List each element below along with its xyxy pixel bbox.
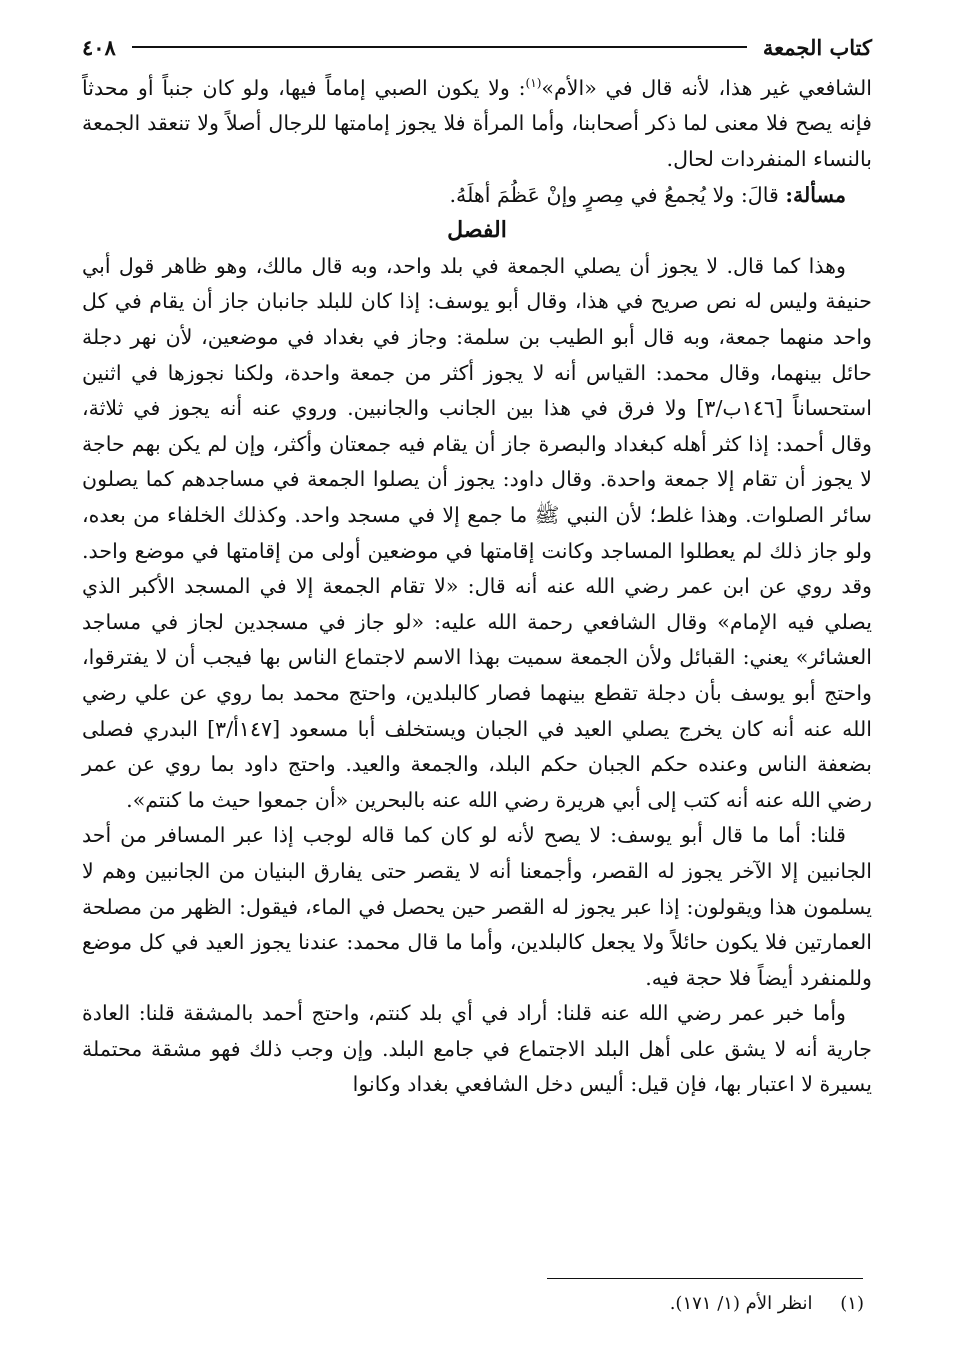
paragraph: وهذا كما قال. لا يجوز أن يصلي الجمعة في بلد واحد، وبه قال مالك، وهو ظاهر قول أبي حنيفة وليس له نص صريح في هذا، وقال أبو يوسف: إذا كان للبلد جانبان جاز أن يقام في كل واحد منهما جمعة، وبه قال أبو الطيب بن سلمة: وجاز في بغداد في موضعين، لأن نهر دجلة حائل بينهما، وقال محمد: القياس أنه لا يجوز أكثر من جمعة واحدة، ولكنا نجوزها في اثنين استحساناً [١٤٦ب/٣] ولا فرق في هذا بين الجانب والجانبين. وروي عنه أنه يجوز في ثلاثة، وقال أحمد: إذا كثر أهله كبغداد والبصرة جاز أن يقام فيه جمعتان وأكثر، وإن لم يكن بهم حاجة لا يجوز أن تقام إلا جمعة واحدة. وقال داود: يجوز أن يصلوا الجمعة في مساجدهم كما يصلون سائر الصلوات. وهذا غلط؛ لأن النبي ﷺ ما جمع إلا في مسجد واحد. وكذلك الخلفاء من بعده، ولو جاز ذلك لم يعطلوا المساجد وكانت إقامتها في موضعين أولى من إقامتها في موضع واحد. وقد روي عن ابن عمر رضي الله عنه أنه قال: «لا تقام الجمعة إلا في المسجد الأكبر الذي يصلي فيه الإمام» وقال الشافعي رحمة الله عليه: «لو جاز في مسجدين لجاز في مساجد العشائر» يعني: القبائل ولأن الجمعة سميت بهذا الاسم لاجتماع الناس بها فيجب أن لا يفترقوا، واحتج أبو يوسف بأن دجلة تقطع بينهما فصار كالبلدين، واحتج محمد بما روي عن علي رضي الله عنه أنه كان يخرج يصلي العيد في الجبان ويستخلف أبا مسعود [١٤٧أ/٣] البدري فصلى بضعفة الناس وعنده حكم الجبان حكم البلد، والجمعة والعيد. واحتج داود بما روي عن عمر رضي الله عنه أنه كتب إلى أبي هريرة رضي الله عنه بالبحرين «أن جمعوا حيث ما كنتم». — [82, 253, 873, 812]
paragraph: قلنا: أما ما قال أبو يوسف: لا يصح لأنه لو كان كما قاله لوجب إذا عبر المسافر من أحد الجانبين إلا الآخر يجوز له القصر، وأجمعنا أنه لا يقصر حتى يفارق البنيان من الجانبين وهم لا يسلمون هذا ويقولون: إذا عبر يجوز له القصر حين يحصل في الماء، فيقول: الظهر من مصلحة العمارتين فلا يكون حائلاً ولا يجعل كالبلدين، وأما ما قال محمد: عندنا يجوز العيد في كل موضع وللمنفرد أيضاً فلا حجة فيه. — [82, 823, 872, 990]
section-heading: الفصل — [447, 217, 507, 244]
paragraph: وأما خبر عمر رضي الله عنه قلنا: أراد في أي بلد كنتم، واحتج أحمد بالمشقة قلنا: العادة جارية أنه لا يشق على أهل البلد الاجتماع في جامع البلد. وإن وجب ذلك فهو مشقة محتملة يسيرة لا اعتبار بها، فإن قيل: أليس دخل الشافعي بغداد وكانوا — [82, 1001, 872, 1097]
footnote — [82, 1291, 864, 1317]
masala-text: قالَ: ولا يُجمعُ في مِصرٍ وإنْ عَظُمَ أهلَهُ. — [449, 182, 786, 207]
page-body — [82, 66, 872, 1103]
masala-line — [82, 178, 872, 214]
paragraph-text: : ولا يكون الصبي إماماً فيها، ولو كان جنباً أو محدثاً فإنه يصح فلا معنى لما ذكر أصحابنا، وأما المرأة فلا يجوز إمامتها للرجال أصلاً ولا تنعقد الجمعة بالنساء المنفردات لحال. — [82, 75, 872, 172]
chapter-title: كتاب الجمعة — [762, 34, 872, 60]
paragraph-text: الشافعي غير هذا، لأنه قال في «الأم» — [541, 75, 872, 100]
page-header — [82, 30, 872, 64]
footnote-separator — [547, 1278, 863, 1279]
footnote-ref: (١) — [525, 76, 542, 90]
footnote-text: انظر الأم (١/ ١٧١). — [669, 1293, 813, 1314]
page-number: ٤٠٨ — [82, 34, 116, 60]
header-rule — [132, 46, 747, 48]
paragraph-continuation — [82, 66, 872, 178]
masala-label: مسألة: — [785, 182, 846, 207]
footnote-number: (١) — [840, 1293, 864, 1314]
